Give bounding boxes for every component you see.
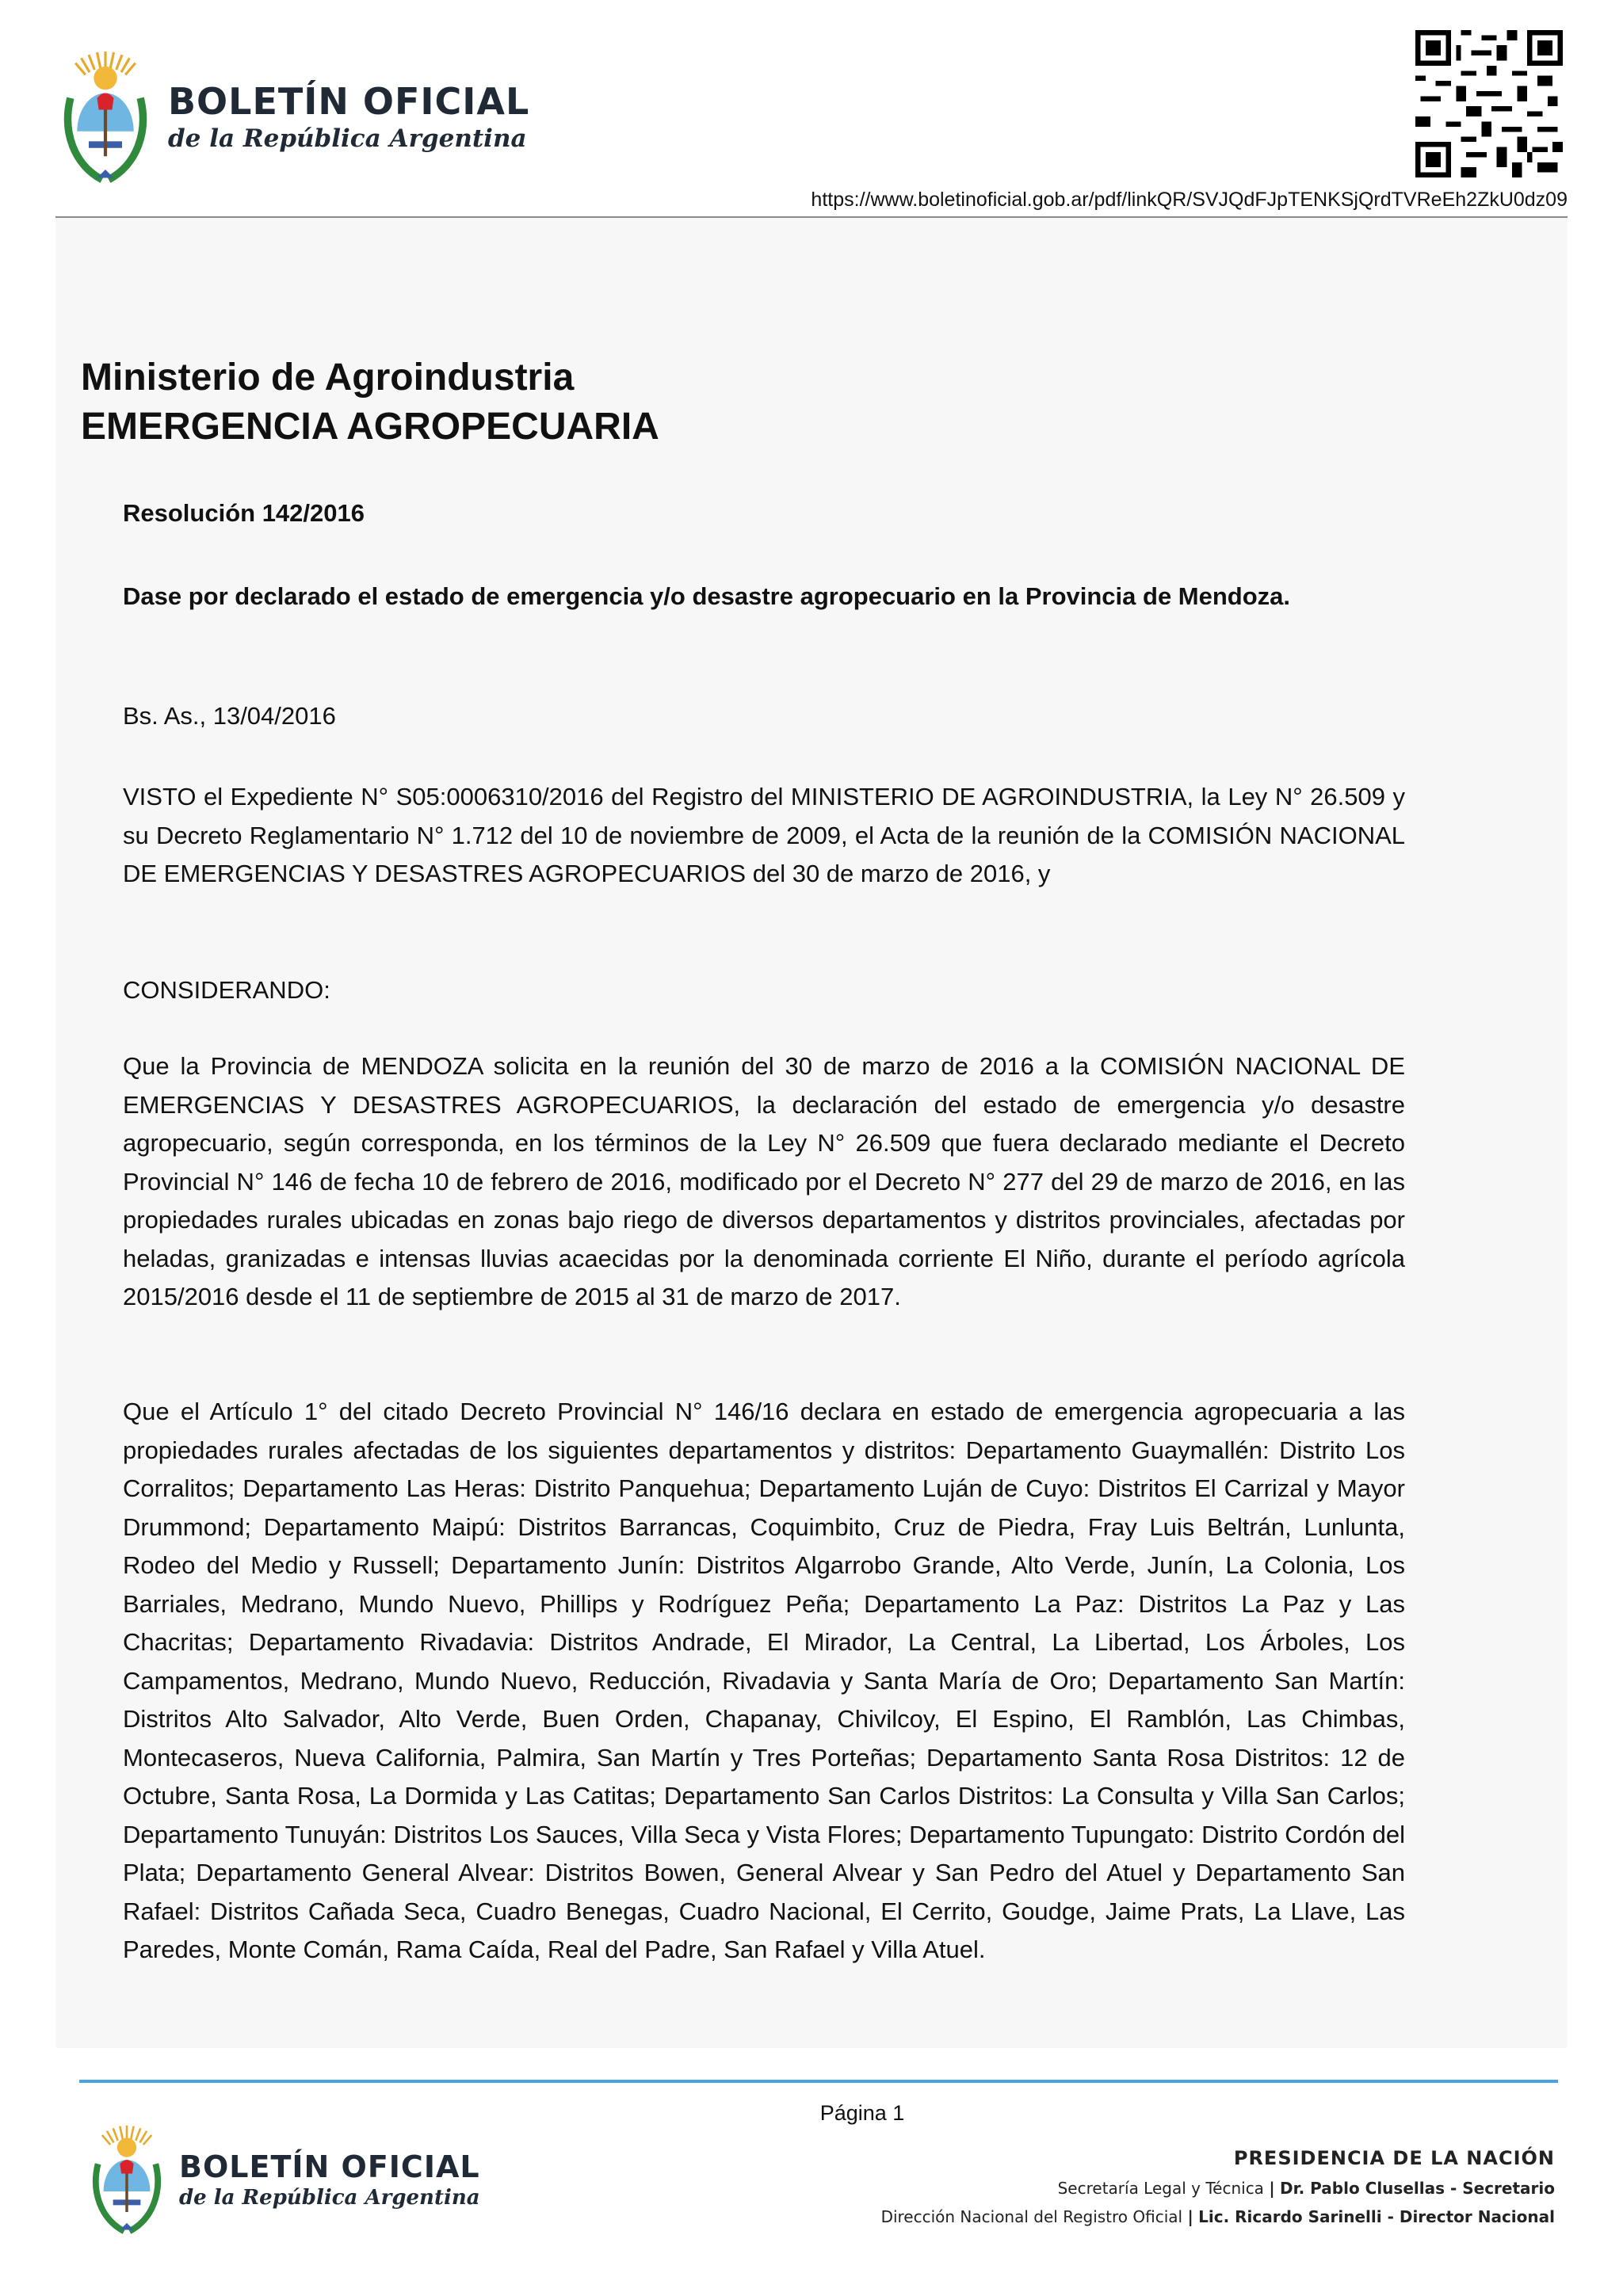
director-name: Lic. Ricardo Sarinelli - Director Nacional — [1198, 2207, 1555, 2226]
footer-brand-title: BOLETÍN OFICIAL — [179, 2149, 480, 2184]
separator: | — [1269, 2179, 1275, 2198]
resolution-number: Resolución 142/2016 — [123, 499, 365, 527]
secretaria-line — [881, 2179, 1555, 2198]
resolution-summary: Dase por declarado el estado de emergencia y/o desastre agropecuario en la Provincia de Mendoza. — [123, 582, 1291, 610]
coat-of-arms-icon — [55, 41, 155, 196]
section-name: EMERGENCIA AGROPECUARIA — [81, 406, 659, 448]
secretaria-name: Secretaría Legal y Técnica — [1057, 2179, 1264, 2198]
page-number: Página 1 — [819, 2101, 905, 2125]
presidency-label: PRESIDENCIA DE LA NACIÓN — [1233, 2147, 1555, 2169]
paragraph-1: Que la Provincia de MENDOZA solicita en la reunión del 30 de marzo de 2016 a la COMISIÓN NACIONAL DE EMERGENCIAS Y DESASTRES AGROPECUARIOS, la declaración del estado de emergencia y/o desastre agropecuario, según corresponda, en los términos de la Ley N° 26.509 que fuera declarado mediante el Decreto Provincial N° 146 de fecha 10 de febrero de 2016, modificado por el Decreto N° 277 del 29 de marzo de 2016, en las propiedades rurales ubicadas en zonas bajo riego de diversos departamentos y distritos provinciales, afectadas por heladas, granizadas e intensas lluvias acaecidas por la denominada corriente El Niño, durante el período agrícola 2015/2016 desde el 11 de septiembre de 2015 al 31 de marzo de 2017. — [123, 1052, 1405, 1310]
direccion-line — [881, 2207, 1555, 2226]
separator: | — [1187, 2207, 1193, 2226]
secretario-name: Dr. Pablo Clusellas - Secretario — [1279, 2179, 1555, 2198]
footer-logo — [86, 2117, 480, 2245]
brand-title: BOLETÍN OFICIAL — [168, 80, 530, 123]
brand-subtitle: de la República Argentina — [168, 124, 527, 153]
considerando-heading: CONSIDERANDO: — [123, 976, 330, 1004]
direccion-name: Dirección Nacional del Registro Oficial — [880, 2207, 1183, 2226]
paragraph-2: Que el Artículo 1° del citado Decreto Provincial N° 146/16 declara en estado de emergencia agropecuaria a las propiedades rurales afectadas de los siguientes departamentos y distritos: Departamento Guaymallén: Distrito Los Corralitos; Departamento Las Heras: Distrito Panquehua; Departamento Luján de Cuyo: Distritos El Carrizal y Mayor Drummond; Departamento Maipú: Distritos Barrancas, Coquimbito, Cruz de Piedra, Fray Luis Beltrán, Lunlunta, Rodeo del Medio y Russell; Departamento Junín: Distritos Algarrobo Grande, Alto Verde, Junín, La Colonia, Los Barriales, Medrano, Mundo Nuevo, Phillips y Rodríguez Peña; Departamento La Paz: Distritos La Paz y Las Chacritas; Departamento Rivadavia: Distritos Andrade, El Mirador, La Central, La Libertad, Los Árboles, Los Campamentos, Medrano, Mundo Nuevo, Reducción, Rivadavia y Santa María de Oro; Departamento San Martín: Distritos Alto Salvador, Alto Verde, Buen Orden, Chapanay, Chivilcoy, El Espino, El Ramblón, Las Chimbas, Montecaseros, Nueva California, Palmira, San Martín y Tres Porteñas; Departamento Santa Rosa Distritos: 12 de Octubre, Santa Rosa, La Dormida y Las Catitas; Departamento San Carlos Distritos: La Consulta y Villa San Carlos; Departamento Tunuyán: Distritos Los Sauces, Villa Seca y Vista Flores; Departamento Tupungato: Distrito Cordón del Plata; Departamento General Alvear: Distritos Bowen, General Alvear y San Pedro del Atuel y Departamento San Rafael: Distritos Cañada Seca, Cuadro Benegas, Cuadro Nacional, El Cerrito, Goudge, Jaime Prats, La Llave, Las Paredes, Monte Comán, Rama Caída, Real del Padre, San Rafael y Villa Atuel. — [123, 1398, 1405, 1963]
footer-credits — [881, 2147, 1555, 2226]
page-header — [0, 0, 1623, 222]
boletin-logo — [55, 41, 529, 196]
footer-brand-subtitle: de la República Argentina — [179, 2186, 480, 2210]
resolution-date: Bs. As., 13/04/2016 — [123, 702, 336, 730]
visto-paragraph: VISTO el Expediente N° S05:0006310/2016 del Registro del MINISTERIO DE AGROINDUSTRIA, la Ley N° 26.509 y su Decreto Reglamentario N° 1.712 del 10 de noviembre de 2009, el Acta de la reunión de la COMISIÓN NACIONAL DE EMERGENCIAS Y DESASTRES AGROPECUARIOS del 30 de marzo de 2016, y — [123, 783, 1405, 887]
qr-code-icon — [1415, 30, 1563, 177]
document-url[interactable]: https://www.boletinoficial.gob.ar/pdf/linkQR/SVJQdFJpTENKSjQrdTVReEh2ZkU0dz09 — [811, 189, 1568, 211]
ministry-name: Ministerio de Agroindustria — [81, 357, 575, 399]
coat-of-arms-icon — [86, 2117, 168, 2245]
ministry-heading — [81, 353, 659, 452]
footer-divider — [79, 2080, 1558, 2083]
